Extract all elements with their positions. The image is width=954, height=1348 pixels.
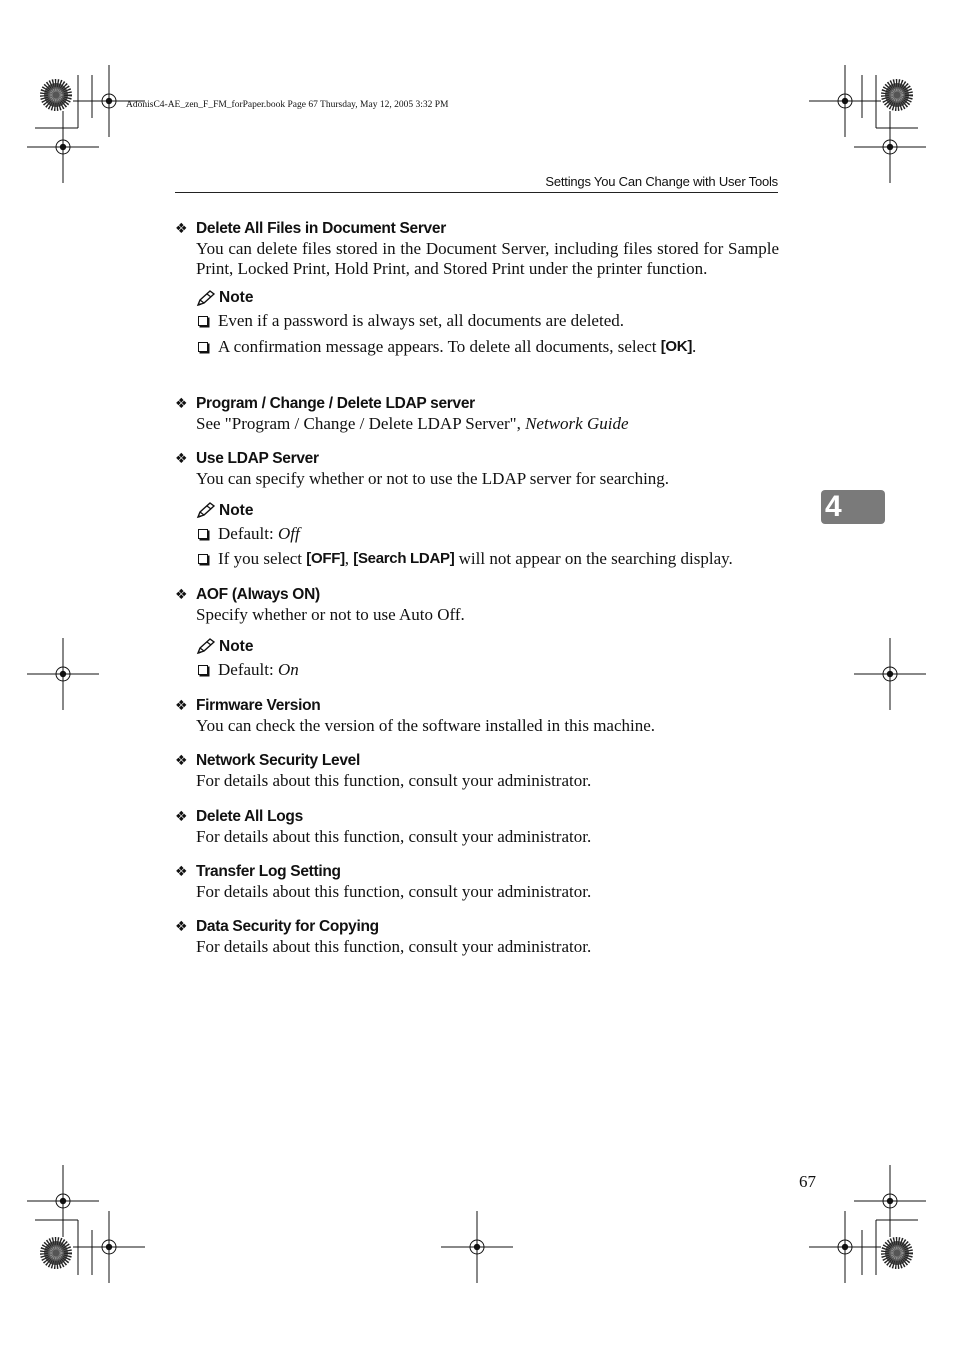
registration-sun-icon [885, 83, 909, 107]
section-title: Transfer Log Setting [196, 862, 341, 880]
section-heading [175, 806, 779, 827]
pencil-icon [196, 638, 215, 655]
checkbox-bullet-icon [198, 554, 208, 564]
chapter-tab [821, 490, 885, 524]
diamond-bullet-icon: ❖ [175, 808, 188, 824]
section-transfer-log-setting [175, 861, 779, 902]
note-heading [196, 500, 779, 522]
section-title: Delete All Logs [196, 807, 303, 825]
note-item: Default: Off [196, 522, 779, 546]
chapter-number: 4 [825, 490, 842, 523]
diamond-bullet-icon: ❖ [175, 918, 188, 934]
section-heading [175, 218, 779, 239]
diamond-bullet-icon: ❖ [175, 450, 188, 466]
diamond-bullet-icon: ❖ [175, 697, 188, 713]
registration-sun-icon [44, 1241, 68, 1265]
network-guide-reference: Network Guide [525, 414, 629, 433]
section-delete-all-files [175, 218, 779, 359]
running-header [175, 174, 778, 193]
section-network-security-level [175, 750, 779, 791]
pencil-icon [196, 290, 215, 307]
running-header-title: Settings You Can Change with User Tools [545, 174, 778, 189]
section-delete-all-logs [175, 806, 779, 847]
section-title: Delete All Files in Document Server [196, 219, 446, 237]
section-body: For details about this function, consult your administrator. [196, 882, 592, 901]
registration-sun-icon [44, 83, 68, 107]
section-heading [175, 584, 779, 605]
search-ldap-key-label: [Search LDAP] [353, 549, 455, 567]
diamond-bullet-icon: ❖ [175, 220, 188, 236]
section-heading [175, 861, 779, 882]
print-info: AdonisC4-AE_zen_F_FM_forPaper.book Page 67 Thursday, May 12, 2005 3:32 PM [126, 100, 449, 110]
checkbox-bullet-icon [198, 342, 208, 352]
section-heading [175, 750, 779, 771]
note-item: Default: On [196, 658, 779, 682]
note-item: If you select [OFF] , [Search LDAP] will not appear on the searching display. [196, 547, 779, 571]
section-use-ldap [175, 448, 779, 571]
note-label: Note [219, 637, 254, 655]
ok-key-label: [OK] [660, 338, 693, 356]
section-body: Specify whether or not to use Auto Off. [196, 605, 465, 624]
section-body: You can delete files stored in the Document Server, including files stored for Sample Print, Locked Print, Hold Print, and Stored Print under the printer function. [196, 239, 779, 278]
checkbox-bullet-icon [198, 529, 208, 539]
note-label: Note [219, 501, 254, 519]
registration-sun-icon [885, 1241, 909, 1265]
diamond-bullet-icon: ❖ [175, 752, 188, 768]
pencil-icon [196, 502, 215, 519]
section-title: Network Security Level [196, 751, 360, 769]
note-item: A confirmation message appears. To delete all documents, select [OK] . [196, 335, 779, 359]
section-data-security-for-copying [175, 916, 779, 957]
section-body: For details about this function, consult your administrator. [196, 771, 592, 790]
section-body: For details about this function, consult your administrator. [196, 827, 592, 846]
page-number: 67 [799, 1172, 816, 1191]
section-aof [175, 584, 779, 682]
note-heading [196, 636, 779, 658]
section-heading [175, 393, 779, 414]
diamond-bullet-icon: ❖ [175, 395, 188, 411]
diamond-bullet-icon: ❖ [175, 863, 188, 879]
section-heading [175, 448, 779, 469]
note-label: Note [219, 289, 254, 307]
checkbox-bullet-icon [198, 665, 208, 675]
section-title: AOF (Always ON) [196, 585, 320, 603]
section-heading [175, 695, 779, 716]
note-heading [196, 287, 779, 309]
section-ldap-server [175, 393, 779, 434]
section-title: Data Security for Copying [196, 917, 379, 935]
section-title: Use LDAP Server [196, 449, 319, 467]
section-body: See "Program / Change / Delete LDAP Server", Network Guide [196, 414, 629, 433]
section-title: Program / Change / Delete LDAP server [196, 394, 475, 412]
section-title: Firmware Version [196, 696, 321, 714]
checkbox-bullet-icon [198, 316, 208, 326]
off-key-label: [OFF] [306, 549, 345, 567]
section-body: You can check the version of the software installed in this machine. [196, 716, 656, 735]
section-body: For details about this function, consult your administrator. [196, 937, 592, 956]
note-item: Even if a password is always set, all documents are deleted. [196, 309, 779, 333]
section-firmware-version [175, 695, 779, 736]
section-body: You can specify whether or not to use the LDAP server for searching. [196, 469, 670, 488]
section-heading [175, 916, 779, 937]
diamond-bullet-icon: ❖ [175, 586, 188, 602]
